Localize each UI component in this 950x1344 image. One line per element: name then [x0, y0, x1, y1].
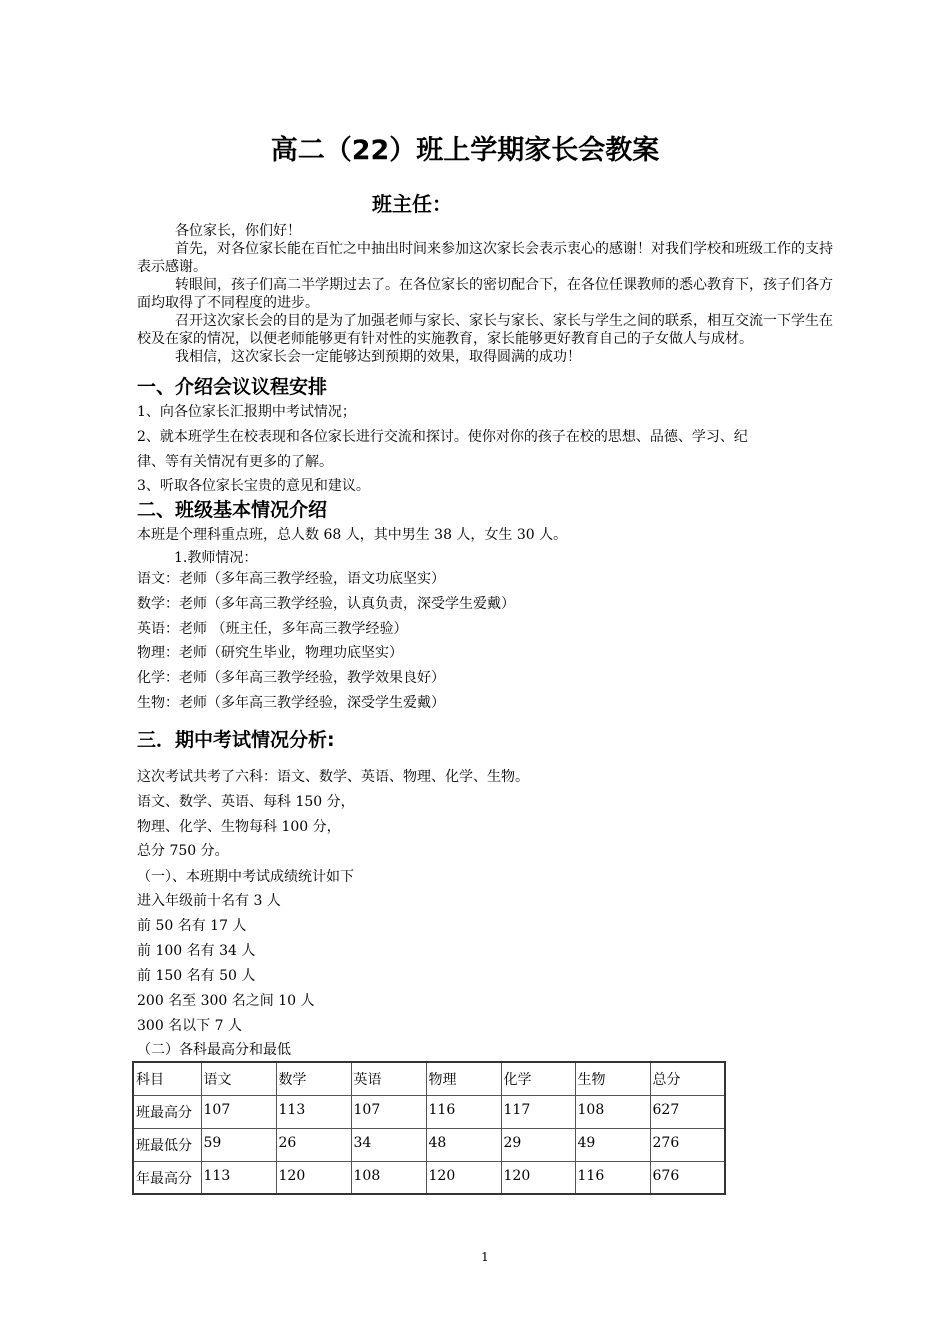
document-subtitle: 班主任： — [372, 192, 452, 216]
exam-line: 进入年级前十名有 3 人 — [137, 893, 281, 909]
table-cell: 班最高分 — [133, 1095, 201, 1128]
section3-heading: 三．期中考试情况分析: — [137, 729, 335, 751]
table-cell: 676 — [650, 1161, 725, 1194]
table-row — [133, 1128, 725, 1161]
exam-line: 这次考试共考了六科：语文、数学、英语、物理、化学、生物。 — [137, 769, 529, 785]
exam-line: 200 名至 300 名之间 10 人 — [137, 993, 315, 1009]
table-header-cell: 数学 — [276, 1062, 351, 1095]
exam-line: （二）各科最高分和最低 — [137, 1042, 291, 1058]
table-cell: 107 — [351, 1095, 426, 1128]
exam-line: 物理、化学、生物每科 100 分， — [137, 819, 341, 835]
table-header-cell: 生物 — [575, 1062, 650, 1095]
teacher-label: 1.教师情况： — [174, 550, 258, 566]
agenda-item: 律、等有关情况有更多的了解。 — [137, 454, 333, 470]
table-header-cell: 化学 — [501, 1062, 575, 1095]
table-cell: 116 — [575, 1161, 650, 1194]
section1-heading: 一、介绍会议议程安排 — [137, 376, 328, 398]
table-header-row — [133, 1062, 725, 1095]
table-cell: 108 — [575, 1095, 650, 1128]
agenda-item: 1、向各位家长汇报期中考试情况； — [137, 404, 356, 420]
table-header-cell: 总分 — [650, 1062, 725, 1095]
page-number: 1 — [481, 1250, 489, 1264]
table-cell: 113 — [201, 1161, 276, 1194]
document-title: 高二（22）班上学期家长会教案 — [270, 135, 660, 166]
table-cell: 26 — [276, 1128, 351, 1161]
class-summary: 本班是个理科重点班，总人数 68 人，其中男生 38 人，女生 30 人。 — [137, 527, 568, 543]
agenda-item: 2、就本班学生在校表现和各位家长进行交流和探讨。使你对你的孩子在校的思想、品德、学习、纪 — [137, 429, 748, 445]
table-cell: 113 — [276, 1095, 351, 1128]
table-header-cell: 物理 — [426, 1062, 501, 1095]
intro-block — [137, 222, 840, 366]
table-cell: 107 — [201, 1095, 276, 1128]
intro-paragraph: 各位家长，你们好！ — [175, 223, 301, 239]
table-header-cell: 语文 — [201, 1062, 276, 1095]
exam-line: 前 150 名有 50 人 — [137, 968, 256, 984]
exam-line: 语文、数学、英语、每科 150 分， — [137, 794, 355, 810]
score-table — [132, 1061, 726, 1195]
table-cell: 120 — [501, 1161, 575, 1194]
table-cell: 116 — [426, 1095, 501, 1128]
intro-paragraph: 我相信，这次家长会一定能够达到预期的效果，取得圆满的成功！ — [175, 349, 581, 365]
intro-paragraph: 首先，对各位家长能在百忙之中抽出时间来参加这次家长会表示衷心的感谢！对我们学校和班级工作的支持表示感谢。 — [137, 241, 833, 275]
table-cell: 34 — [351, 1128, 426, 1161]
table-row — [133, 1161, 725, 1194]
exam-line: （一）、本班期中考试成绩统计如下 — [137, 869, 354, 885]
teacher-line: 数学：老师（多年高三教学经验，认真负责，深受学生爱戴） — [137, 596, 515, 612]
table-cell: 班最低分 — [133, 1128, 201, 1161]
table-cell: 48 — [426, 1128, 501, 1161]
teacher-line: 物理：老师（研究生毕业，物理功底坚实） — [137, 645, 403, 661]
table-cell: 49 — [575, 1128, 650, 1161]
table-cell: 29 — [501, 1128, 575, 1161]
table-cell: 117 — [501, 1095, 575, 1128]
exam-line: 总分 750 分。 — [137, 843, 229, 859]
table-cell: 年最高分 — [133, 1161, 201, 1194]
exam-line: 300 名以下 7 人 — [137, 1018, 242, 1034]
table-cell: 276 — [650, 1128, 725, 1161]
table-cell: 108 — [351, 1161, 426, 1194]
teacher-line: 英语：老师 （班主任，多年高三教学经验） — [137, 621, 408, 637]
table-cell: 120 — [276, 1161, 351, 1194]
intro-paragraph: 召开这次家长会的目的是为了加强老师与家长、家长与家长、家长与学生之间的联系，相互交流一下学生在校及在家的情况，以便老师能够更有针对性的实施教育，家长能够更好教育自己的子女做人与成材。 — [137, 313, 833, 347]
teacher-line: 语文：老师（多年高三教学经验，语文功底坚实） — [137, 571, 445, 587]
teacher-line: 生物：老师（多年高三教学经验，深受学生爱戴） — [137, 695, 445, 711]
agenda-item: 3、听取各位家长宝贵的意见和建议。 — [137, 478, 370, 494]
section2-heading: 二、班级基本情况介绍 — [137, 499, 328, 521]
exam-line: 前 50 名有 17 人 — [137, 918, 247, 934]
table-row — [133, 1095, 725, 1128]
table-header-cell: 英语 — [351, 1062, 426, 1095]
intro-paragraph: 转眼间，孩子们高二半学期过去了。在各位家长的密切配合下，在各位任课教师的悉心教育下，孩子们各方面均取得了不同程度的进步。 — [137, 277, 833, 311]
table-cell: 59 — [201, 1128, 276, 1161]
table-header-cell: 科目 — [133, 1062, 201, 1095]
exam-line: 前 100 名有 34 人 — [137, 943, 256, 959]
table-cell: 120 — [426, 1161, 501, 1194]
teacher-line: 化学：老师（多年高三教学经验，教学效果良好） — [137, 670, 445, 686]
table-cell: 627 — [650, 1095, 725, 1128]
